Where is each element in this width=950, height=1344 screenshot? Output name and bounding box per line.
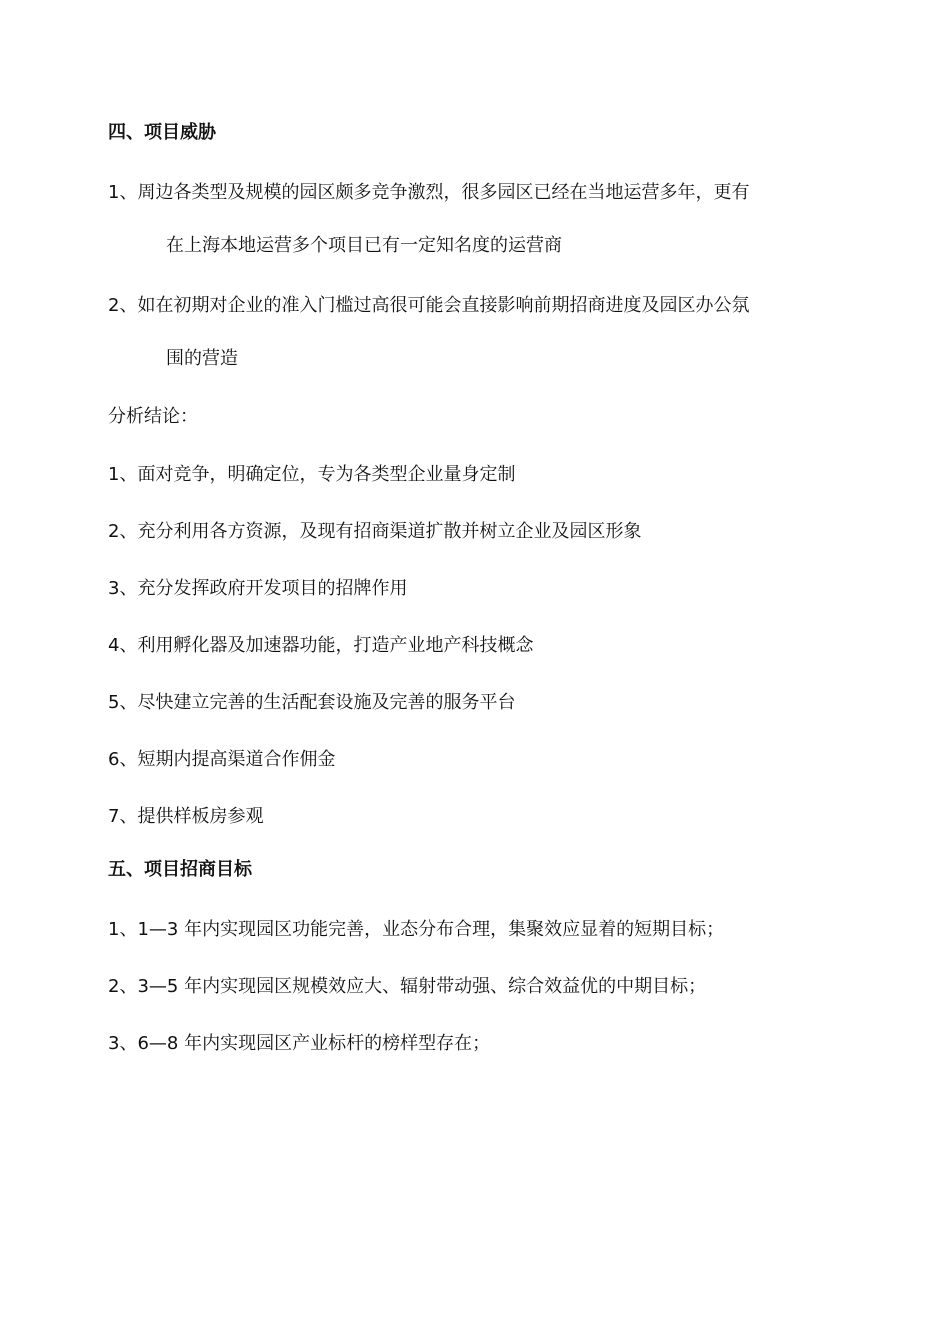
section5-heading: 五、项目招商目标 [108,859,252,880]
threat-item-1-line-2: 在上海本地运营多个项目已有一定知名度的运营商 [166,235,562,256]
analysis-item-3: 3、充分发挥政府开发项目的招牌作用 [108,578,408,599]
analysis-item-5: 5、尽快建立完善的生活配套设施及完善的服务平台 [108,692,516,713]
analysis-label: 分析结论： [108,406,198,427]
analysis-item-2: 2、充分利用各方资源，及现有招商渠道扩散并树立企业及园区形象 [108,521,642,542]
goal-item-1: 1、1—3 年内实现园区功能完善，业态分布合理，集聚效应显着的短期目标； [108,919,725,940]
threat-item-1-line-1: 1、周边各类型及规模的园区颇多竞争激烈，很多园区已经在当地运营多年，更有 [108,182,750,203]
analysis-item-4: 4、利用孵化器及加速器功能，打造产业地产科技概念 [108,635,534,656]
analysis-item-1: 1、面对竞争，明确定位，专为各类型企业量身定制 [108,464,516,485]
analysis-item-6: 6、短期内提高渠道合作佣金 [108,749,336,770]
section4-heading: 四、项目威胁 [108,122,216,143]
threat-item-2-line-2: 围的营造 [166,348,238,369]
threat-item-2-line-1: 2、如在初期对企业的准入门槛过高很可能会直接影响前期招商进度及园区办公氛 [108,295,750,316]
goal-item-3: 3、6—8 年内实现园区产业标杆的榜样型存在； [108,1033,491,1054]
analysis-item-7: 7、提供样板房参观 [108,806,264,827]
goal-item-2: 2、3—5 年内实现园区规模效应大、辐射带动强、综合效益优的中期目标； [108,976,707,997]
